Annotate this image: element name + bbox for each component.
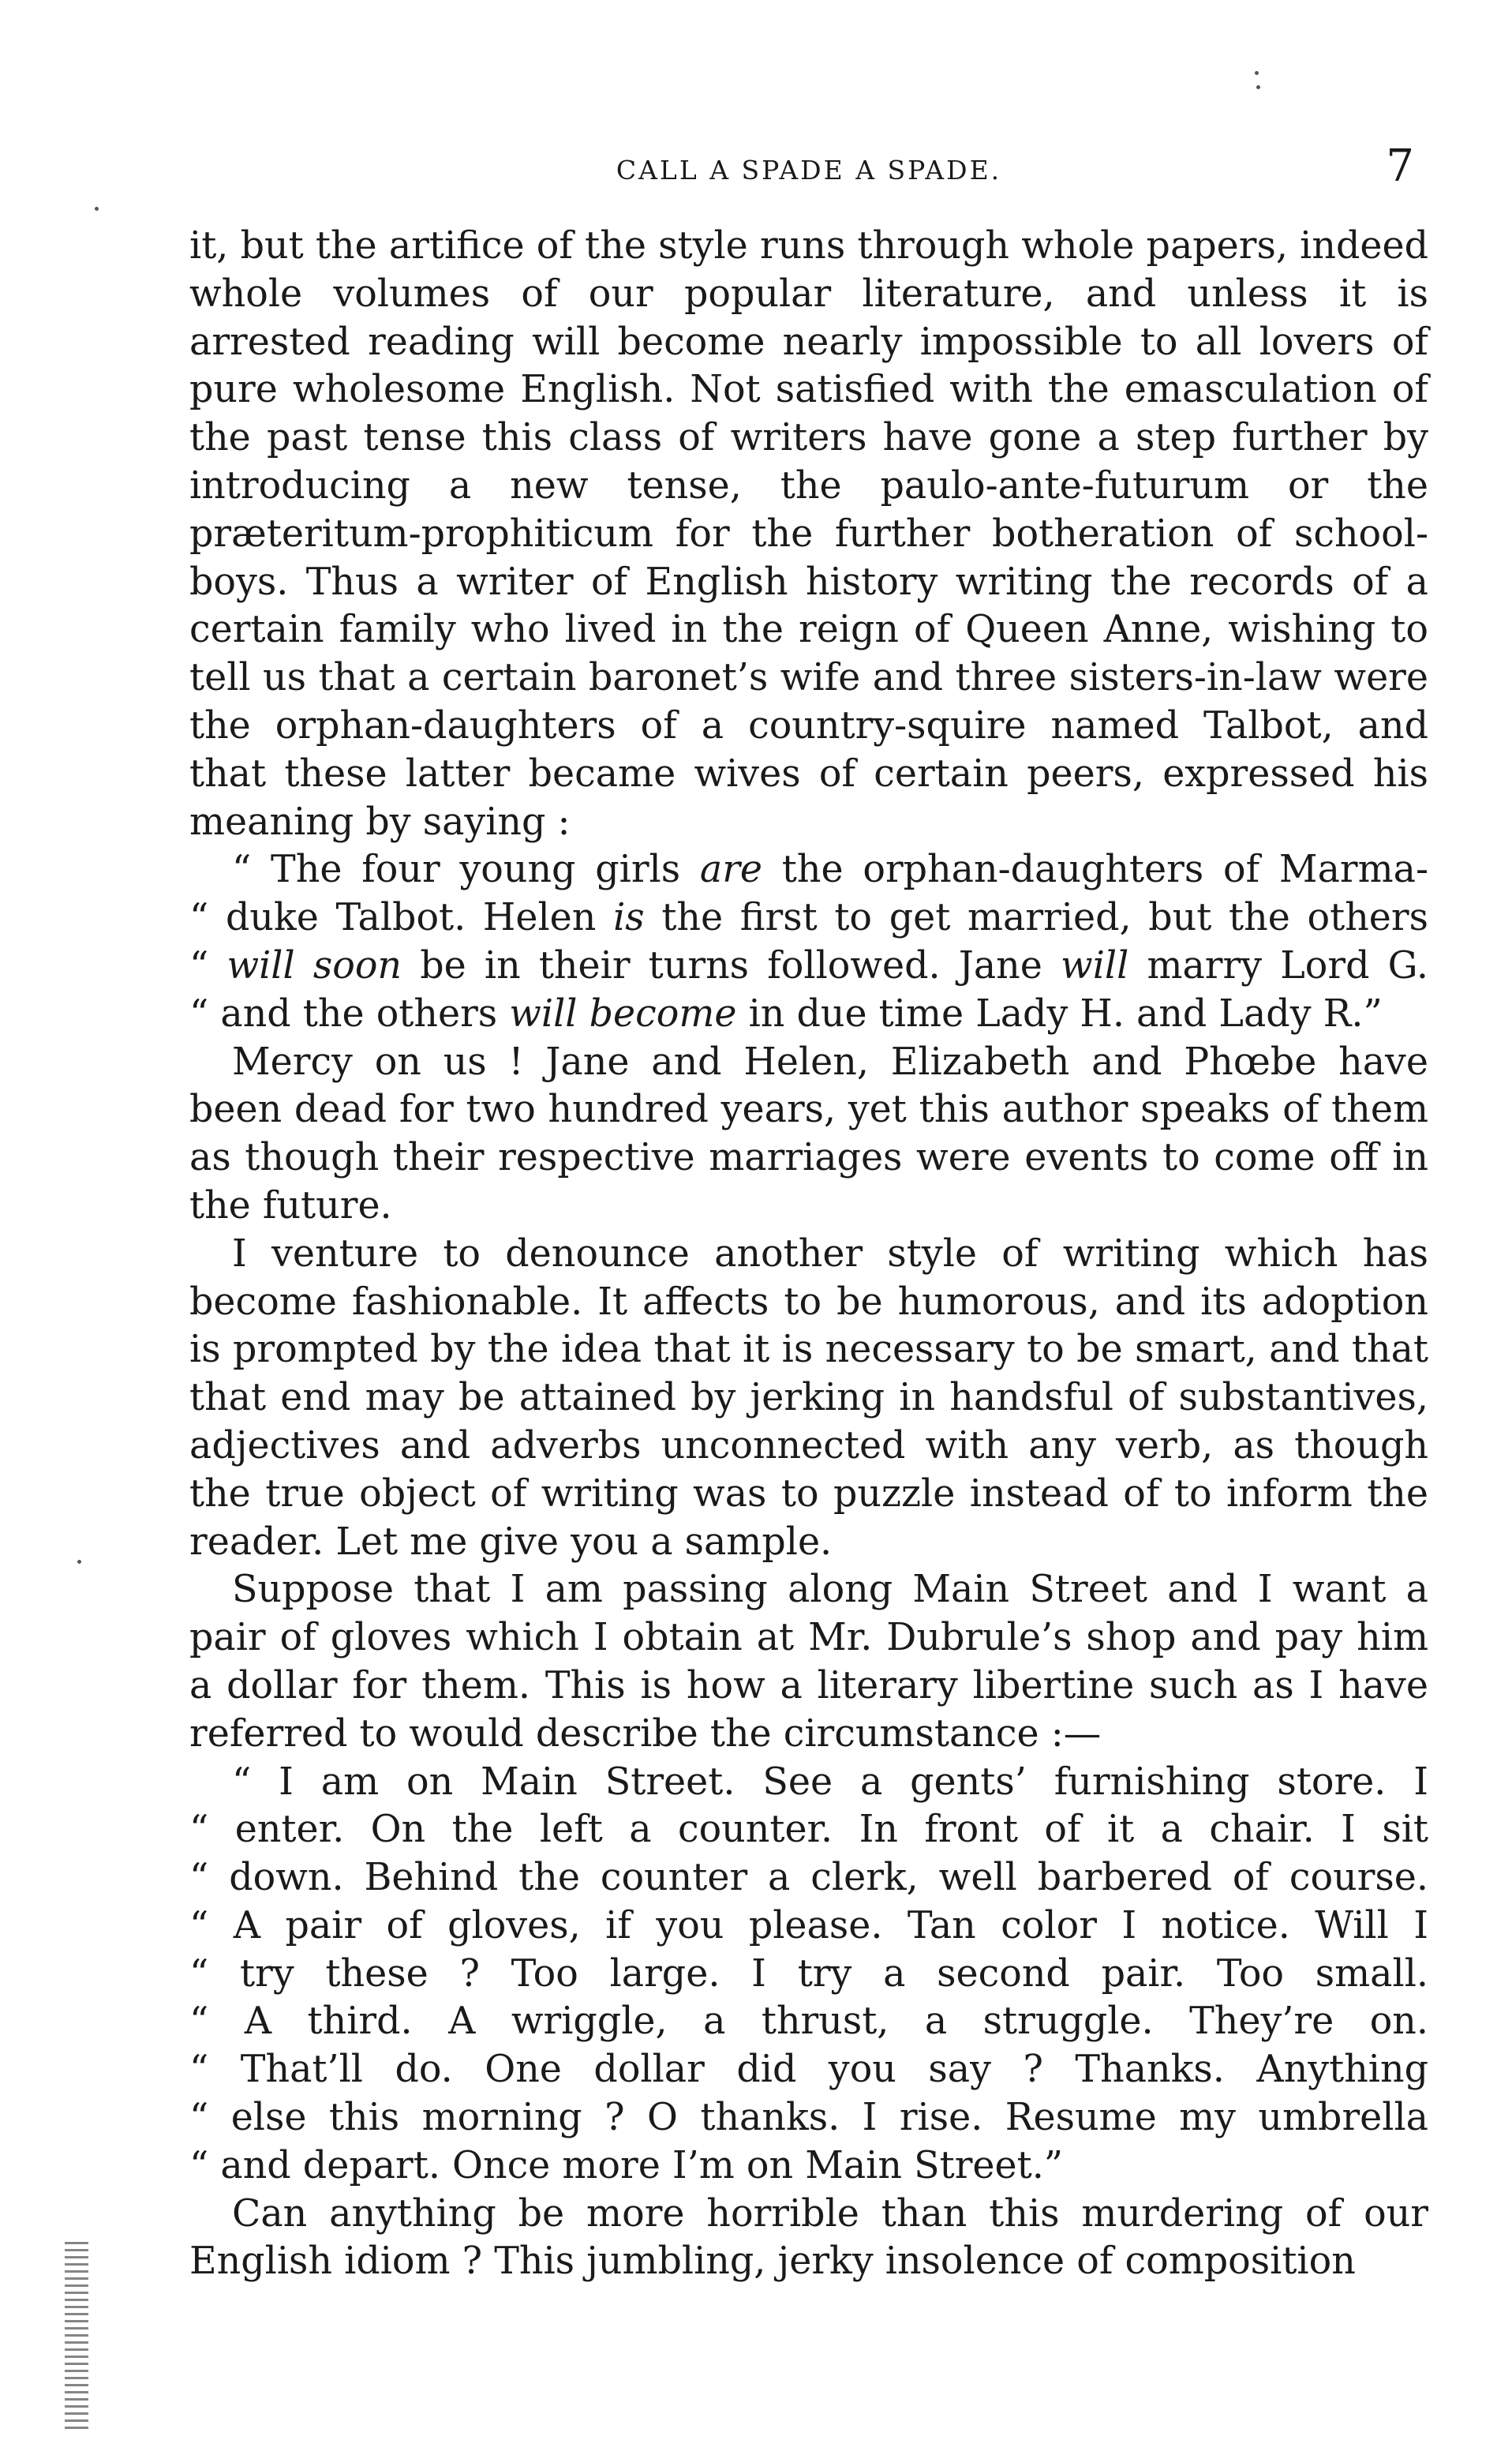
quote-line: “ A third. A wriggle, a thrust, a struggle. They’re on.	[189, 2000, 1428, 2044]
quote-line: “ enter. On the left a counter. In front of it a chair. I sit	[189, 1808, 1428, 1852]
paragraph: I venture to denounce another style of writing which has become fashionable. It affects to be humorous, and its adoption is prompted by the idea that it is necessary to be smart, and that that end may be attained by jerking in handsful of substantives, adjectives and adverbs unconnected with any verb, as though the true object of writing was to puzzle instead of to inform the reader. Let me give you a sample.	[189, 1231, 1428, 1564]
quote-line: “ try these ? Too large. I try a second pair. Too small.	[189, 1951, 1428, 1996]
quote-line: “ duke Talbot. Helen is the first to get married, but the others	[189, 896, 1429, 940]
body-text	[189, 223, 1428, 2286]
quote-line: “ and depart. Once more I’m on Main Street.”	[189, 2143, 1064, 2187]
page-header	[189, 141, 1428, 199]
margin-scan-mark	[65, 2242, 88, 2431]
ink-speck	[77, 1560, 81, 1564]
paragraph: Suppose that I am passing along Main Street and I want a pair of gloves which I obtain at Mr. Dubrule’s shop and pay him a dollar for them. This is how a literary libertine such as I have referred to would describe the circumstance :—	[189, 1568, 1428, 1756]
quote-line: “ I am on Main Street. See a gents’ furnishing store. I	[232, 1760, 1428, 1804]
running-head: CALL A SPADE A SPADE.	[616, 155, 1002, 186]
quote-line: “ A pair of gloves, if you please. Tan color I notice. Will I	[189, 1903, 1428, 1947]
ink-speck	[1256, 85, 1260, 89]
ink-speck	[1255, 71, 1259, 75]
quote-line: “ and the others will become in due time Lady H. and Lady R.”	[189, 991, 1383, 1036]
ink-speck	[95, 207, 99, 211]
paragraph: Mercy on us ! Jane and Helen, Elizabeth and Phœbe have been dead for two hundred years, yet this author speaks of them as though their respective marriages were events to come off in the future.	[189, 1040, 1428, 1227]
quote-line: “ The four young girls are the orphan-daughters of Marma-	[232, 848, 1429, 892]
block-quote	[189, 1759, 1428, 2191]
quote-line: “ down. Behind the counter a clerk, well barbered of course.	[189, 1856, 1428, 1900]
quote-line: “ will soon be in their turns followed. Jane will marry Lord G.	[189, 943, 1428, 988]
paragraph: it, but the artifice of the style runs through whole papers, indeed whole volumes of our popular literature, and unless it is arrested reading will become nearly impossible to all lovers of pure wholesome English. Not satisfied with the emasculation of the past tense this class of writers have gone a step further by introducing a new tense, the paulo-ante-futurum or the præteritum-prophiticum for the further botheration of school-boys. Thus a writer of English history writing the records of a certain family who lived in the reign of Queen Anne, wishing to tell us that a certain baronet’s wife and three sisters-in-law were the orphan-daughters of a country-squire named Talbot, and that these latter became wives of certain peers, expressed his meaning by saying :	[189, 224, 1428, 844]
block-quote	[189, 846, 1428, 1038]
page-number: 7	[1386, 141, 1414, 192]
quote-line: “ else this morning ? O thanks. I rise. Resume my umbrella	[189, 2096, 1428, 2140]
paragraph: Can anything be more horrible than this murdering of our English idiom ? This jumbling, jerky insolence of composition	[189, 2191, 1428, 2284]
quote-line: “ That’ll do. One dollar did you say ? Thanks. Anything	[189, 2048, 1428, 2092]
